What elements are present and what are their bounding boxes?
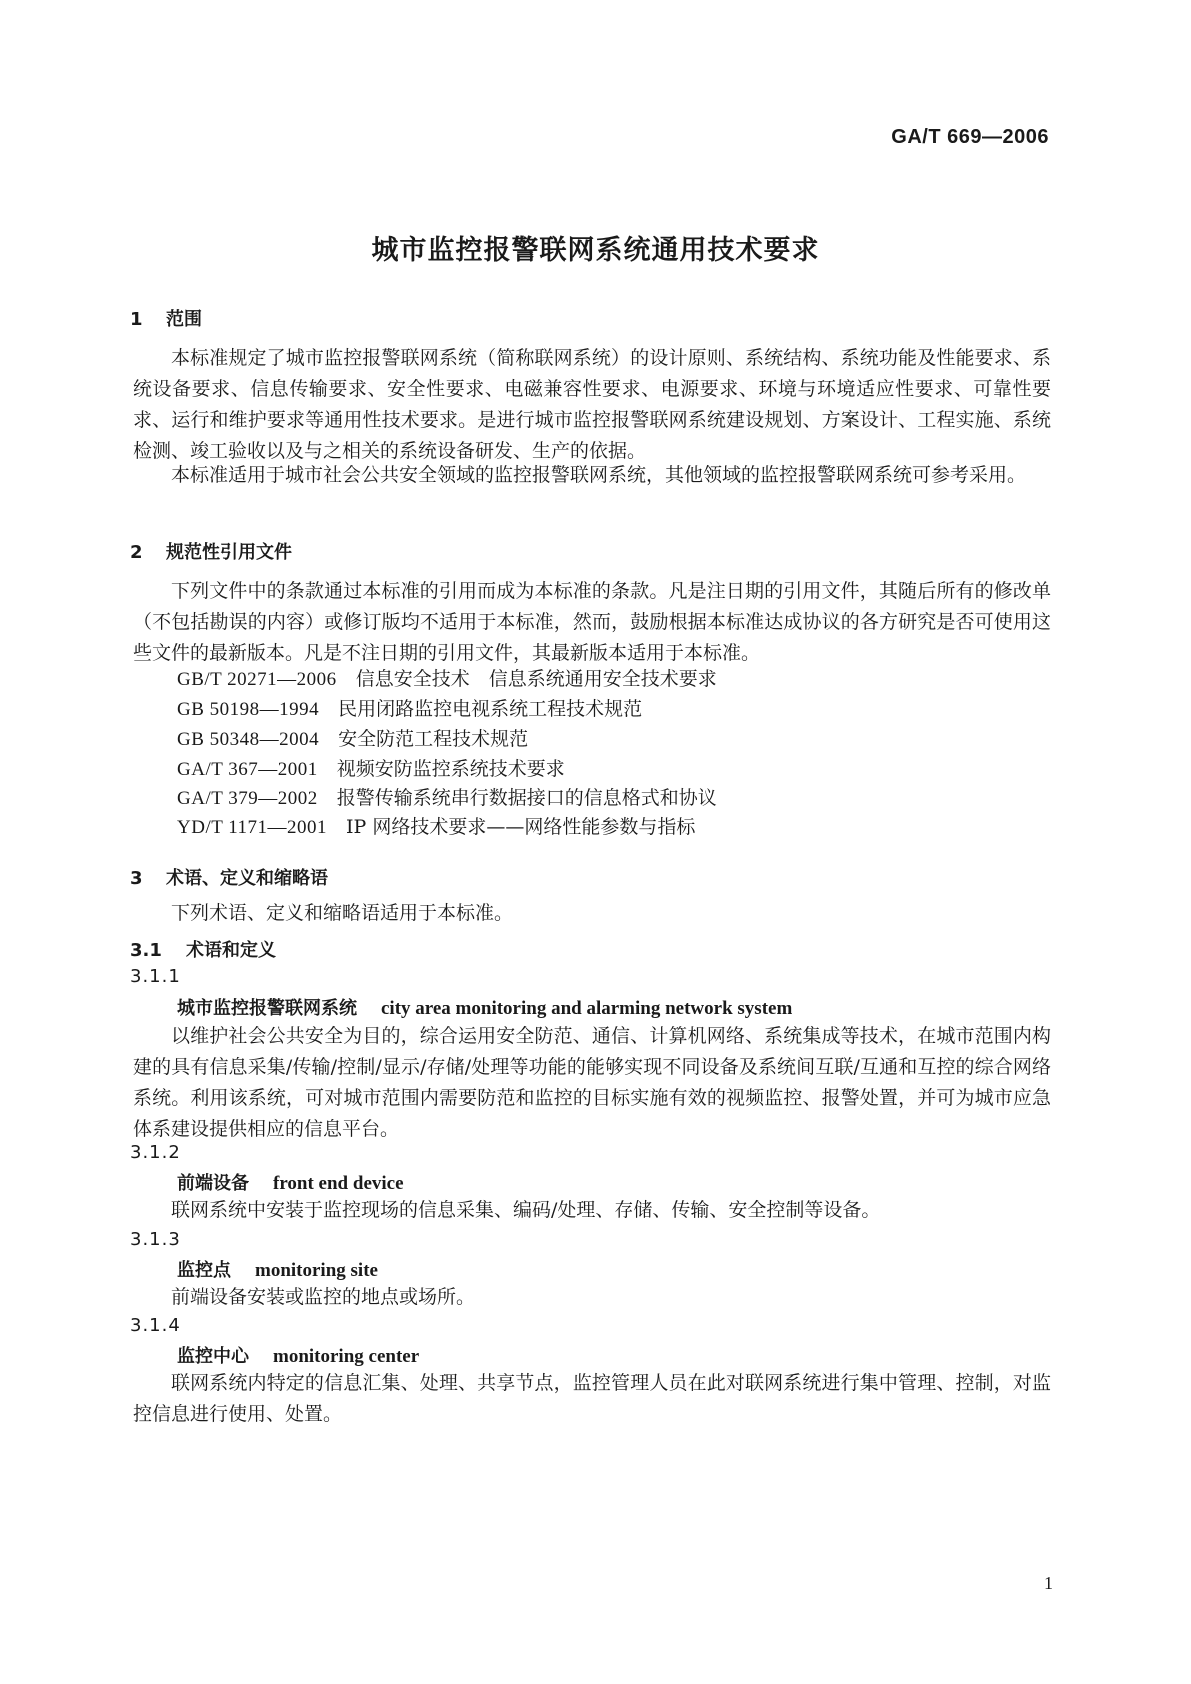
section-number: 1 xyxy=(130,309,143,330)
clause-number: 3.1.4 xyxy=(130,1315,181,1336)
term-entry xyxy=(177,1256,378,1282)
reference-code: GA/T 379—2002 xyxy=(177,788,318,809)
section-2-paragraph-1: 下列文件中的条款通过本标准的引用而成为本标准的条款。凡是注日期的引用文件，其随后所有的修改单（不包括勘误的内容）或修订版均不适用于本标准，然而，鼓励根据本标准达成协议的各方研究是否可使用这些文件的最新版本。凡是不注日期的引用文件，其最新版本适用于本标准。 xyxy=(133,580,1051,664)
section-3-paragraph-1: 下列术语、定义和缩略语适用于本标准。 xyxy=(171,902,514,924)
reference-item xyxy=(177,664,717,695)
term-definition: 联网系统内特定的信息汇集、处理、共享节点，监控管理人员在此对联网系统进行集中管理、控制，对监控信息进行使用、处置。 xyxy=(133,1372,1051,1425)
term-english: front end device xyxy=(273,1173,404,1194)
reference-title: 民用闭路监控电视系统工程技术规范 xyxy=(338,698,643,720)
section-title: 规范性引用文件 xyxy=(166,542,292,563)
subsection-title: 术语和定义 xyxy=(186,940,276,961)
term-definition: 以维护社会公共安全为目的，综合运用安全防范、通信、计算机网络、系统集成等技术，在城市范围内构建的具有信息采集/传输/控制/显示/存储/处理等功能的能够实现不同设备及系统间互联/互通和互控的综合网络系统。利用该系统，可对城市范围内需要防范和监控的目标实施有效的视频监控、报警处置，并可为城市应急体系建设提供相应的信息平台。 xyxy=(133,1025,1051,1140)
subsection-3-1-heading xyxy=(130,936,276,962)
section-title: 范围 xyxy=(166,309,202,330)
term-english: monitoring site xyxy=(255,1260,378,1281)
term-entry xyxy=(177,1169,404,1195)
term-definition: 联网系统中安装于监控现场的信息采集、编码/处理、存储、传输、安全控制等设备。 xyxy=(171,1199,881,1221)
subsection-number: 3.1 xyxy=(130,940,162,961)
term-definition: 前端设备安装或监控的地点或场所。 xyxy=(171,1286,476,1308)
section-number: 3 xyxy=(130,868,143,889)
section-title: 术语、定义和缩略语 xyxy=(166,868,328,889)
term-chinese: 前端设备 xyxy=(177,1173,249,1194)
reference-title: IP 网络技术要求——网络性能参数与指标 xyxy=(346,816,696,838)
term-entry xyxy=(177,1342,419,1368)
reference-title: 安全防范工程技术规范 xyxy=(338,728,529,750)
reference-title: 信息安全技术 信息系统通用安全技术要求 xyxy=(355,668,717,690)
reference-title: 报警传输系统串行数据接口的信息格式和协议 xyxy=(336,787,717,809)
term-english: monitoring center xyxy=(273,1346,420,1367)
section-1-paragraph-2: 本标准适用于城市社会公共安全领域的监控报警联网系统，其他领域的监控报警联网系统可参考采用。 xyxy=(171,464,1027,486)
reference-code: YD/T 1171—2001 xyxy=(177,817,328,838)
reference-item xyxy=(177,724,528,755)
clause-number: 3.1.1 xyxy=(130,966,181,987)
document-title: 城市监控报警联网系统通用技术要求 xyxy=(371,235,820,266)
page-number: 1 xyxy=(1044,1573,1053,1593)
clause-number: 3.1.3 xyxy=(130,1229,181,1250)
reference-code: GB 50348—2004 xyxy=(177,729,320,750)
section-number: 2 xyxy=(130,542,143,563)
clause-number: 3.1.2 xyxy=(130,1142,181,1163)
standard-code: GA/T 669—2006 xyxy=(891,126,1049,148)
term-chinese: 城市监控报警联网系统 xyxy=(177,998,357,1019)
section-1-heading xyxy=(130,305,202,331)
reference-code: GB 50198—1994 xyxy=(177,699,320,720)
reference-code: GB/T 20271—2006 xyxy=(177,669,337,690)
reference-code: GA/T 367—2001 xyxy=(177,759,318,780)
reference-item xyxy=(177,694,642,725)
term-chinese: 监控点 xyxy=(177,1260,231,1281)
reference-item xyxy=(177,783,717,814)
reference-item xyxy=(177,754,565,785)
term-chinese: 监控中心 xyxy=(177,1346,249,1367)
reference-title: 视频安防监控系统技术要求 xyxy=(336,758,565,780)
section-3-heading xyxy=(130,864,328,890)
reference-item xyxy=(177,812,695,843)
section-2-heading xyxy=(130,538,292,564)
term-entry xyxy=(177,994,792,1020)
term-english: city area monitoring and alarming network system xyxy=(381,998,793,1019)
section-1-paragraph-1: 本标准规定了城市监控报警联网系统（简称联网系统）的设计原则、系统结构、系统功能及性能要求、系统设备要求、信息传输要求、安全性要求、电磁兼容性要求、电源要求、环境与环境适应性要求、可靠性要求、运行和维护要求等通用性技术要求。是进行城市监控报警联网系统建设规划、方案设计、工程实施、系统检测、竣工验收以及与之相关的系统设备研发、生产的依据。 xyxy=(133,347,1051,462)
